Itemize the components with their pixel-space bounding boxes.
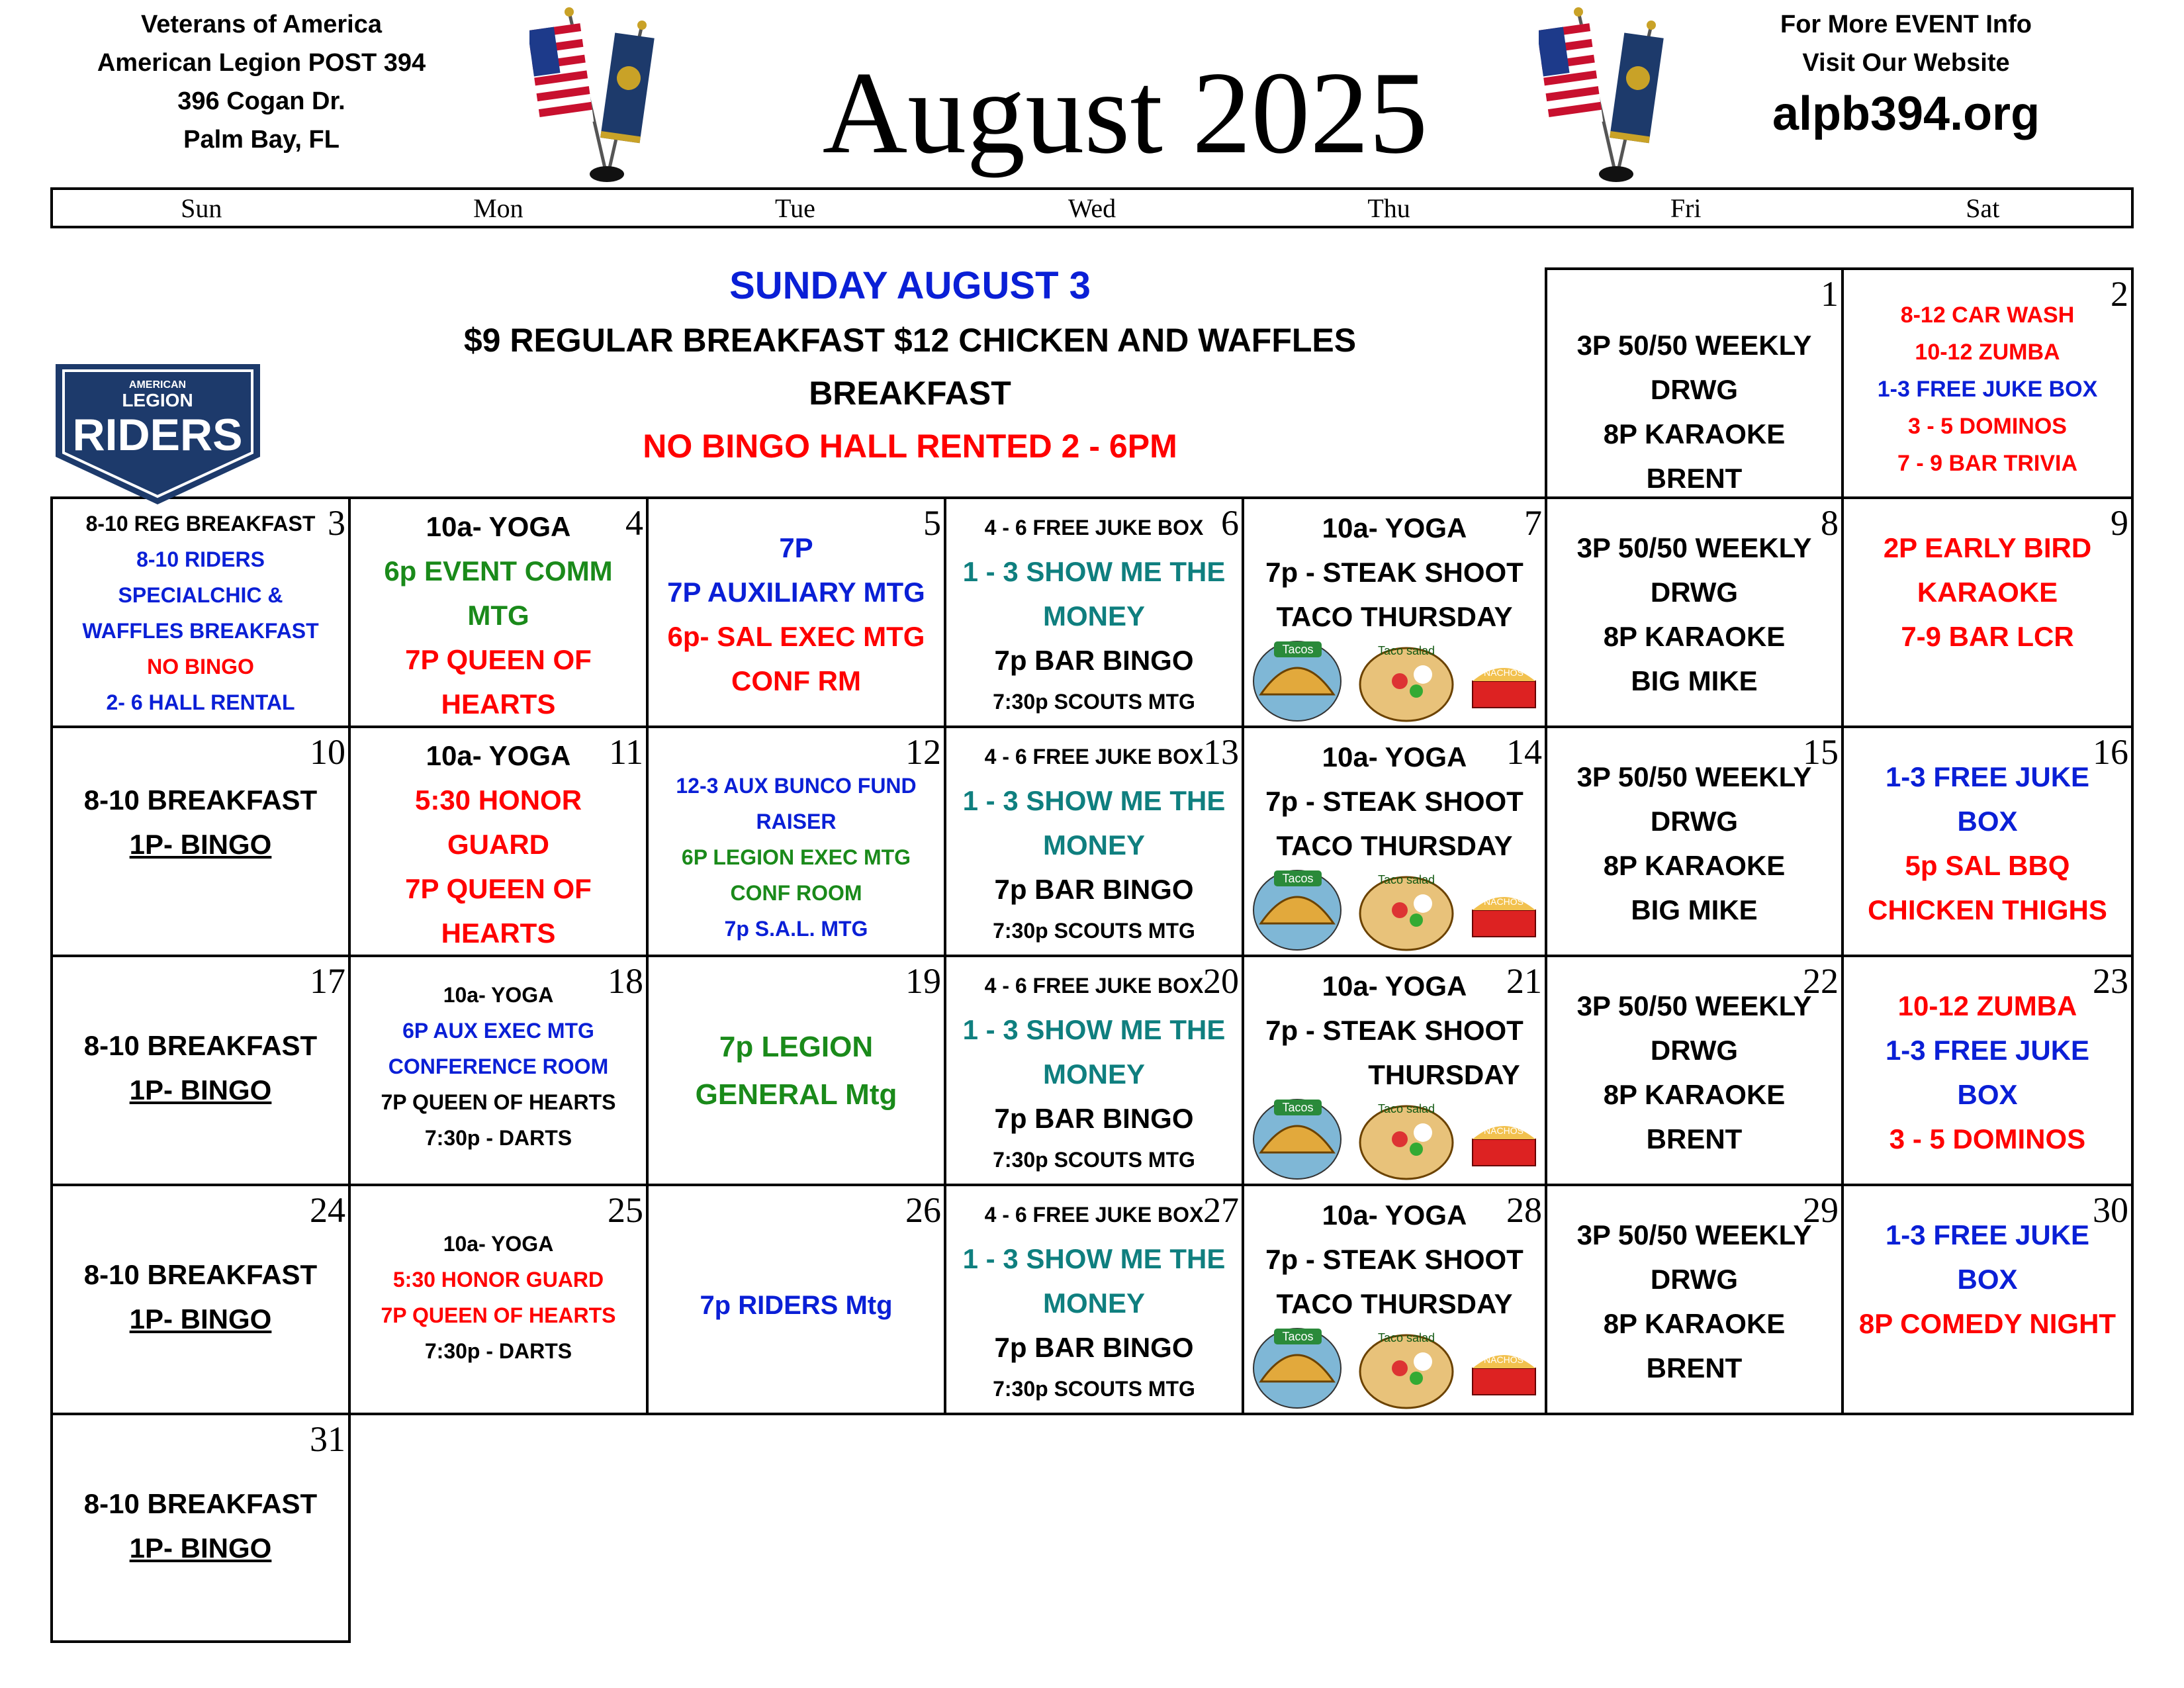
event-line: 1-3 FREE JUKE xyxy=(1885,761,2090,792)
day-cell[interactable] xyxy=(1545,496,1844,728)
event-line: 7p BAR BINGO xyxy=(994,1103,1194,1134)
event-line: MONEY xyxy=(1042,829,1145,861)
day-number: 8 xyxy=(1821,503,1839,543)
day-cell[interactable] xyxy=(50,1413,351,1643)
day-number: 30 xyxy=(2093,1190,2128,1230)
event-line: 3P 50/50 WEEKLY xyxy=(1576,990,1812,1021)
announcement-headline: SUNDAY AUGUST 3 xyxy=(729,264,1091,307)
day-cell[interactable] xyxy=(1545,1184,1844,1415)
day-cell[interactable] xyxy=(50,726,351,957)
event-line: 6P AUX EXEC MTG xyxy=(402,1019,594,1043)
tacos-label: Tacos xyxy=(1282,1101,1314,1114)
day-cell[interactable] xyxy=(50,955,351,1186)
event-line: 7p RIDERS Mtg xyxy=(700,1291,893,1320)
event-line: 5:30 HONOR GUARD xyxy=(392,1268,604,1291)
legion-riders-logo xyxy=(50,357,265,506)
flags-icon xyxy=(529,5,668,184)
event-line: DRWG xyxy=(1650,374,1739,405)
event-line: DRWG xyxy=(1650,577,1739,608)
event-line: 8-10 RIDERS xyxy=(136,547,265,571)
event-line: 8-10 BREAKFAST xyxy=(83,784,318,816)
event-line: 8P KARAOKE xyxy=(1603,1079,1786,1110)
event-line: 7P QUEEN OF xyxy=(405,873,592,904)
event-line: 3P 50/50 WEEKLY xyxy=(1576,761,1812,792)
event-line: 1 - 3 SHOW ME THE xyxy=(962,1014,1226,1045)
event-line: 1-3 FREE JUKE xyxy=(1885,1219,2090,1250)
event-line: TACO THURSDAY xyxy=(1276,601,1513,632)
event-line: 6p EVENT COMM xyxy=(384,555,613,586)
website-info-block xyxy=(1674,5,2138,146)
day-number: 21 xyxy=(1506,961,1542,1001)
day-number: 22 xyxy=(1803,961,1839,1001)
day-cell[interactable] xyxy=(1841,1184,2134,1415)
weekday-sat: Sat xyxy=(1966,193,2000,223)
day-number: 26 xyxy=(905,1190,941,1230)
day-number: 14 xyxy=(1506,732,1542,772)
event-line: 7P AUXILIARY MTG xyxy=(667,577,925,608)
event-line: 7-9 BAR LCR xyxy=(1901,621,2074,652)
event-line: THURSDAY xyxy=(1368,1059,1520,1090)
day-number: 23 xyxy=(2093,961,2128,1001)
event-line: 7p - STEAK SHOOT xyxy=(1265,1015,1524,1046)
day-number: 11 xyxy=(609,732,643,772)
weekday-fri: Fri xyxy=(1670,193,1702,223)
event-line: 1P- BINGO xyxy=(129,1074,272,1105)
event-line: 7P QUEEN OF HEARTS xyxy=(381,1303,616,1327)
event-line: 10a- YOGA xyxy=(443,1232,554,1256)
day-cell[interactable] xyxy=(646,955,946,1186)
taco-salad-label: Taco salad xyxy=(1377,873,1435,886)
event-line: 1 - 3 SHOW ME THE xyxy=(962,785,1226,816)
nachos-label: NACHOS xyxy=(1484,1354,1524,1365)
calendar-title: August 2025 xyxy=(822,47,1428,178)
event-line: 7p BAR BINGO xyxy=(994,874,1194,905)
taco-food-icon xyxy=(1251,1093,1542,1182)
event-line: 1-3 FREE JUKE BOX xyxy=(1877,377,2098,402)
event-line: 8P KARAOKE xyxy=(1603,418,1786,449)
day-cell[interactable] xyxy=(1545,955,1844,1186)
event-line: 3P 50/50 WEEKLY xyxy=(1576,1219,1812,1250)
day-number: 6 xyxy=(1221,503,1239,543)
event-line: DRWG xyxy=(1650,806,1739,837)
taco-salad-label: Taco salad xyxy=(1377,644,1435,657)
flags-icon xyxy=(1539,5,1678,184)
weekday-sun: Sun xyxy=(181,193,222,223)
day-cell[interactable] xyxy=(50,1184,351,1415)
day-cell[interactable] xyxy=(646,496,946,728)
event-line: DRWG xyxy=(1650,1264,1739,1295)
event-line: 1-3 FREE JUKE xyxy=(1885,1035,2090,1066)
event-line: 7:30p - DARTS xyxy=(424,1339,572,1363)
event-line: 7:30p SCOUTS MTG xyxy=(993,919,1195,943)
weekday-thu: Thu xyxy=(1367,193,1410,223)
day-number: 29 xyxy=(1803,1190,1839,1230)
event-line: 7p LEGION xyxy=(719,1031,874,1063)
event-line: HEARTS xyxy=(441,917,556,949)
day-number: 3 xyxy=(328,503,345,543)
tacos-label: Tacos xyxy=(1282,1330,1314,1343)
event-line: KARAOKE xyxy=(1917,577,2058,608)
event-line: 10-12 ZUMBA xyxy=(1915,340,2060,365)
event-line: 7:30p SCOUTS MTG xyxy=(993,690,1195,714)
day-number: 31 xyxy=(310,1419,345,1459)
event-line: 7 - 9 BAR TRIVIA xyxy=(1897,451,2078,476)
announcement-line: $9 REGULAR BREAKFAST $12 CHICKEN AND WAFFLES xyxy=(463,322,1357,359)
street-address: 396 Cogan Dr. xyxy=(177,87,345,115)
day-cell[interactable] xyxy=(944,496,1244,728)
event-line: MONEY xyxy=(1042,1288,1145,1319)
day-number: 12 xyxy=(905,732,941,772)
event-line: DRWG xyxy=(1650,1035,1739,1066)
day-cell[interactable] xyxy=(1545,267,1844,499)
day-cell[interactable] xyxy=(944,1184,1244,1415)
event-line: HEARTS xyxy=(441,688,556,720)
nachos-label: NACHOS xyxy=(1484,1125,1524,1136)
event-line: 1 - 3 SHOW ME THE xyxy=(962,1243,1226,1274)
event-line: 8-10 BREAKFAST xyxy=(83,1259,318,1290)
event-line: 7p - STEAK SHOOT xyxy=(1265,786,1524,817)
event-line: 4 - 6 FREE JUKE BOX xyxy=(984,1203,1204,1227)
event-line: RAISER xyxy=(756,810,837,833)
event-line: CONFERENCE ROOM xyxy=(388,1055,609,1078)
day-number: 28 xyxy=(1506,1190,1542,1230)
day-cell[interactable] xyxy=(1242,1184,1547,1415)
event-line: GENERAL Mtg xyxy=(695,1078,897,1111)
taco-salad-label: Taco salad xyxy=(1377,1102,1435,1115)
post-name: American Legion POST 394 xyxy=(97,49,426,77)
day-cell[interactable] xyxy=(1841,267,2134,499)
event-line: 7p S.A.L. MTG xyxy=(724,917,868,941)
taco-food-icon xyxy=(1251,635,1542,724)
info-line: For More EVENT Info xyxy=(1780,11,2032,38)
announcement xyxy=(397,258,1423,473)
website-link[interactable]: alpb394.org xyxy=(1772,87,2040,140)
day-cell[interactable] xyxy=(1242,955,1547,1186)
event-line: 4 - 6 FREE JUKE BOX xyxy=(984,516,1204,539)
day-cell[interactable] xyxy=(1841,726,2134,957)
event-line: 10a- YOGA xyxy=(426,740,571,771)
day-cell[interactable] xyxy=(944,955,1244,1186)
day-number: 19 xyxy=(905,961,941,1001)
logo-legion-text: LEGION xyxy=(122,390,193,410)
event-line: 2P EARLY BIRD xyxy=(1883,532,2092,563)
event-line: 8P KARAOKE xyxy=(1603,621,1786,652)
day-number: 9 xyxy=(2111,503,2128,543)
event-line: TACO THURSDAY xyxy=(1276,830,1513,861)
day-number: 18 xyxy=(608,961,643,1001)
event-line: 8P KARAOKE xyxy=(1603,1308,1786,1339)
event-line: 12-3 AUX BUNCO FUND xyxy=(676,774,917,798)
day-number: 20 xyxy=(1203,961,1239,1001)
event-line: 5p SAL BBQ xyxy=(1905,850,2070,881)
event-line: WAFFLES BREAKFAST xyxy=(82,619,319,643)
event-line: 10a- YOGA xyxy=(443,983,554,1007)
taco-salad-label: Taco salad xyxy=(1377,1331,1435,1344)
event-line: 2- 6 HALL RENTAL xyxy=(106,690,295,714)
event-line: 4 - 6 FREE JUKE BOX xyxy=(984,974,1204,998)
event-line: 8-12 CAR WASH xyxy=(1900,303,2075,328)
event-line: 7p BAR BINGO xyxy=(994,1332,1194,1363)
day-cell[interactable] xyxy=(1545,726,1844,957)
event-line: 8-10 REG BREAKFAST xyxy=(85,512,316,536)
day-cell[interactable] xyxy=(348,1184,649,1415)
event-line: CONF ROOM xyxy=(730,881,862,905)
day-number: 25 xyxy=(608,1190,643,1230)
event-line: 4 - 6 FREE JUKE BOX xyxy=(984,745,1204,769)
event-line: 1P- BINGO xyxy=(129,1532,272,1564)
event-line: 7p - STEAK SHOOT xyxy=(1265,557,1524,588)
event-line: 7P xyxy=(779,532,813,563)
event-line: BRENT xyxy=(1646,1352,1743,1383)
nachos-label: NACHOS xyxy=(1484,667,1524,678)
event-line: 10a- YOGA xyxy=(1322,1199,1467,1231)
weekday-header xyxy=(50,187,2134,228)
event-line: 6p- SAL EXEC MTG xyxy=(667,621,925,652)
org-name: Veterans of America xyxy=(141,11,382,38)
day-number: 4 xyxy=(625,503,643,543)
event-line: 7:30p SCOUTS MTG xyxy=(993,1377,1195,1401)
weekday-wed: Wed xyxy=(1068,193,1116,223)
post-address-block xyxy=(26,5,496,159)
day-cell[interactable] xyxy=(348,955,649,1186)
event-line: 5:30 HONOR xyxy=(414,784,582,816)
day-cell[interactable] xyxy=(348,496,649,728)
day-number: 13 xyxy=(1203,732,1239,772)
event-line: MONEY xyxy=(1042,600,1145,632)
day-number: 15 xyxy=(1803,732,1839,772)
day-number: 2 xyxy=(2111,274,2128,314)
event-line: TACO THURSDAY xyxy=(1276,1288,1513,1319)
event-line: 8P KARAOKE xyxy=(1603,850,1786,881)
event-line: 7:30p SCOUTS MTG xyxy=(993,1148,1195,1172)
logo-american-text: AMERICAN xyxy=(128,379,187,391)
tacos-label: Tacos xyxy=(1282,643,1314,656)
event-line: 6P LEGION EXEC MTG xyxy=(681,845,911,869)
event-line: BOX xyxy=(1957,1079,2018,1110)
event-line: MONEY xyxy=(1042,1058,1145,1090)
day-cell[interactable] xyxy=(348,726,649,957)
day-number: 16 xyxy=(2093,732,2128,772)
day-cell[interactable] xyxy=(1841,496,2134,728)
event-line: 7P QUEEN OF xyxy=(405,644,592,675)
event-line: BIG MIKE xyxy=(1631,894,1758,925)
day-cell[interactable] xyxy=(646,726,946,957)
event-line: BOX xyxy=(1957,1264,2018,1295)
event-line: 3P 50/50 WEEKLY xyxy=(1576,532,1812,563)
announcement-line: NO BINGO HALL RENTED 2 - 6PM xyxy=(643,428,1177,465)
day-cell[interactable] xyxy=(1242,496,1547,728)
day-number: 24 xyxy=(310,1190,345,1230)
day-number: 27 xyxy=(1203,1190,1239,1230)
taco-food-icon xyxy=(1251,1322,1542,1411)
city-state: Palm Bay, FL xyxy=(183,126,340,154)
event-line: 10a- YOGA xyxy=(1322,970,1467,1002)
event-line: 3 - 5 DOMINOS xyxy=(1908,414,2067,439)
day-number: 1 xyxy=(1821,274,1839,314)
event-line: 8P COMEDY NIGHT xyxy=(1858,1308,2116,1339)
weekday-tue: Tue xyxy=(775,193,815,223)
day-number: 10 xyxy=(310,732,345,772)
event-line: 7P QUEEN OF HEARTS xyxy=(381,1090,616,1114)
tacos-label: Tacos xyxy=(1282,872,1314,885)
info-line: Visit Our Website xyxy=(1802,49,2010,77)
day-number: 7 xyxy=(1524,503,1542,543)
announcement-line: BREAKFAST xyxy=(809,375,1011,412)
event-line: BRENT xyxy=(1646,1123,1743,1154)
event-line: 10a- YOGA xyxy=(1322,741,1467,773)
event-line: 3P 50/50 WEEKLY xyxy=(1576,330,1812,361)
event-line: 1P- BINGO xyxy=(129,829,272,860)
event-line: 7:30p - DARTS xyxy=(424,1126,572,1150)
event-line: SPECIALCHIC & xyxy=(118,583,283,607)
event-line: BOX xyxy=(1957,806,2018,837)
event-line: 10-12 ZUMBA xyxy=(1897,990,2077,1021)
day-number: 17 xyxy=(310,961,345,1001)
event-line: BRENT xyxy=(1646,463,1743,494)
event-line: 1 - 3 SHOW ME THE xyxy=(962,556,1226,587)
event-line: GUARD xyxy=(447,829,549,860)
day-cell[interactable] xyxy=(1841,955,2134,1186)
taco-food-icon xyxy=(1251,864,1542,953)
event-line: NO BINGO xyxy=(147,655,254,679)
event-line: 3 - 5 DOMINOS xyxy=(1889,1123,2086,1154)
day-number: 5 xyxy=(923,503,941,543)
day-cell[interactable] xyxy=(50,496,351,728)
nachos-label: NACHOS xyxy=(1484,896,1524,907)
day-cell[interactable] xyxy=(1242,726,1547,957)
event-line: 7p BAR BINGO xyxy=(994,645,1194,676)
event-line: 1P- BINGO xyxy=(129,1303,272,1335)
event-line: 10a- YOGA xyxy=(1322,512,1467,543)
day-cell[interactable] xyxy=(646,1184,946,1415)
event-line: 8-10 BREAKFAST xyxy=(83,1488,318,1519)
logo-riders-text: RIDERS xyxy=(72,410,243,460)
event-line: 10a- YOGA xyxy=(426,511,571,542)
event-line: 7p - STEAK SHOOT xyxy=(1265,1244,1524,1275)
event-line: CHICKEN THIGHS xyxy=(1868,894,2107,925)
weekday-mon: Mon xyxy=(473,193,523,223)
event-line: BIG MIKE xyxy=(1631,665,1758,696)
day-cell[interactable] xyxy=(944,726,1244,957)
event-line: 8-10 BREAKFAST xyxy=(83,1030,318,1061)
event-line: CONF RM xyxy=(731,665,861,696)
event-line: MTG xyxy=(467,600,529,631)
